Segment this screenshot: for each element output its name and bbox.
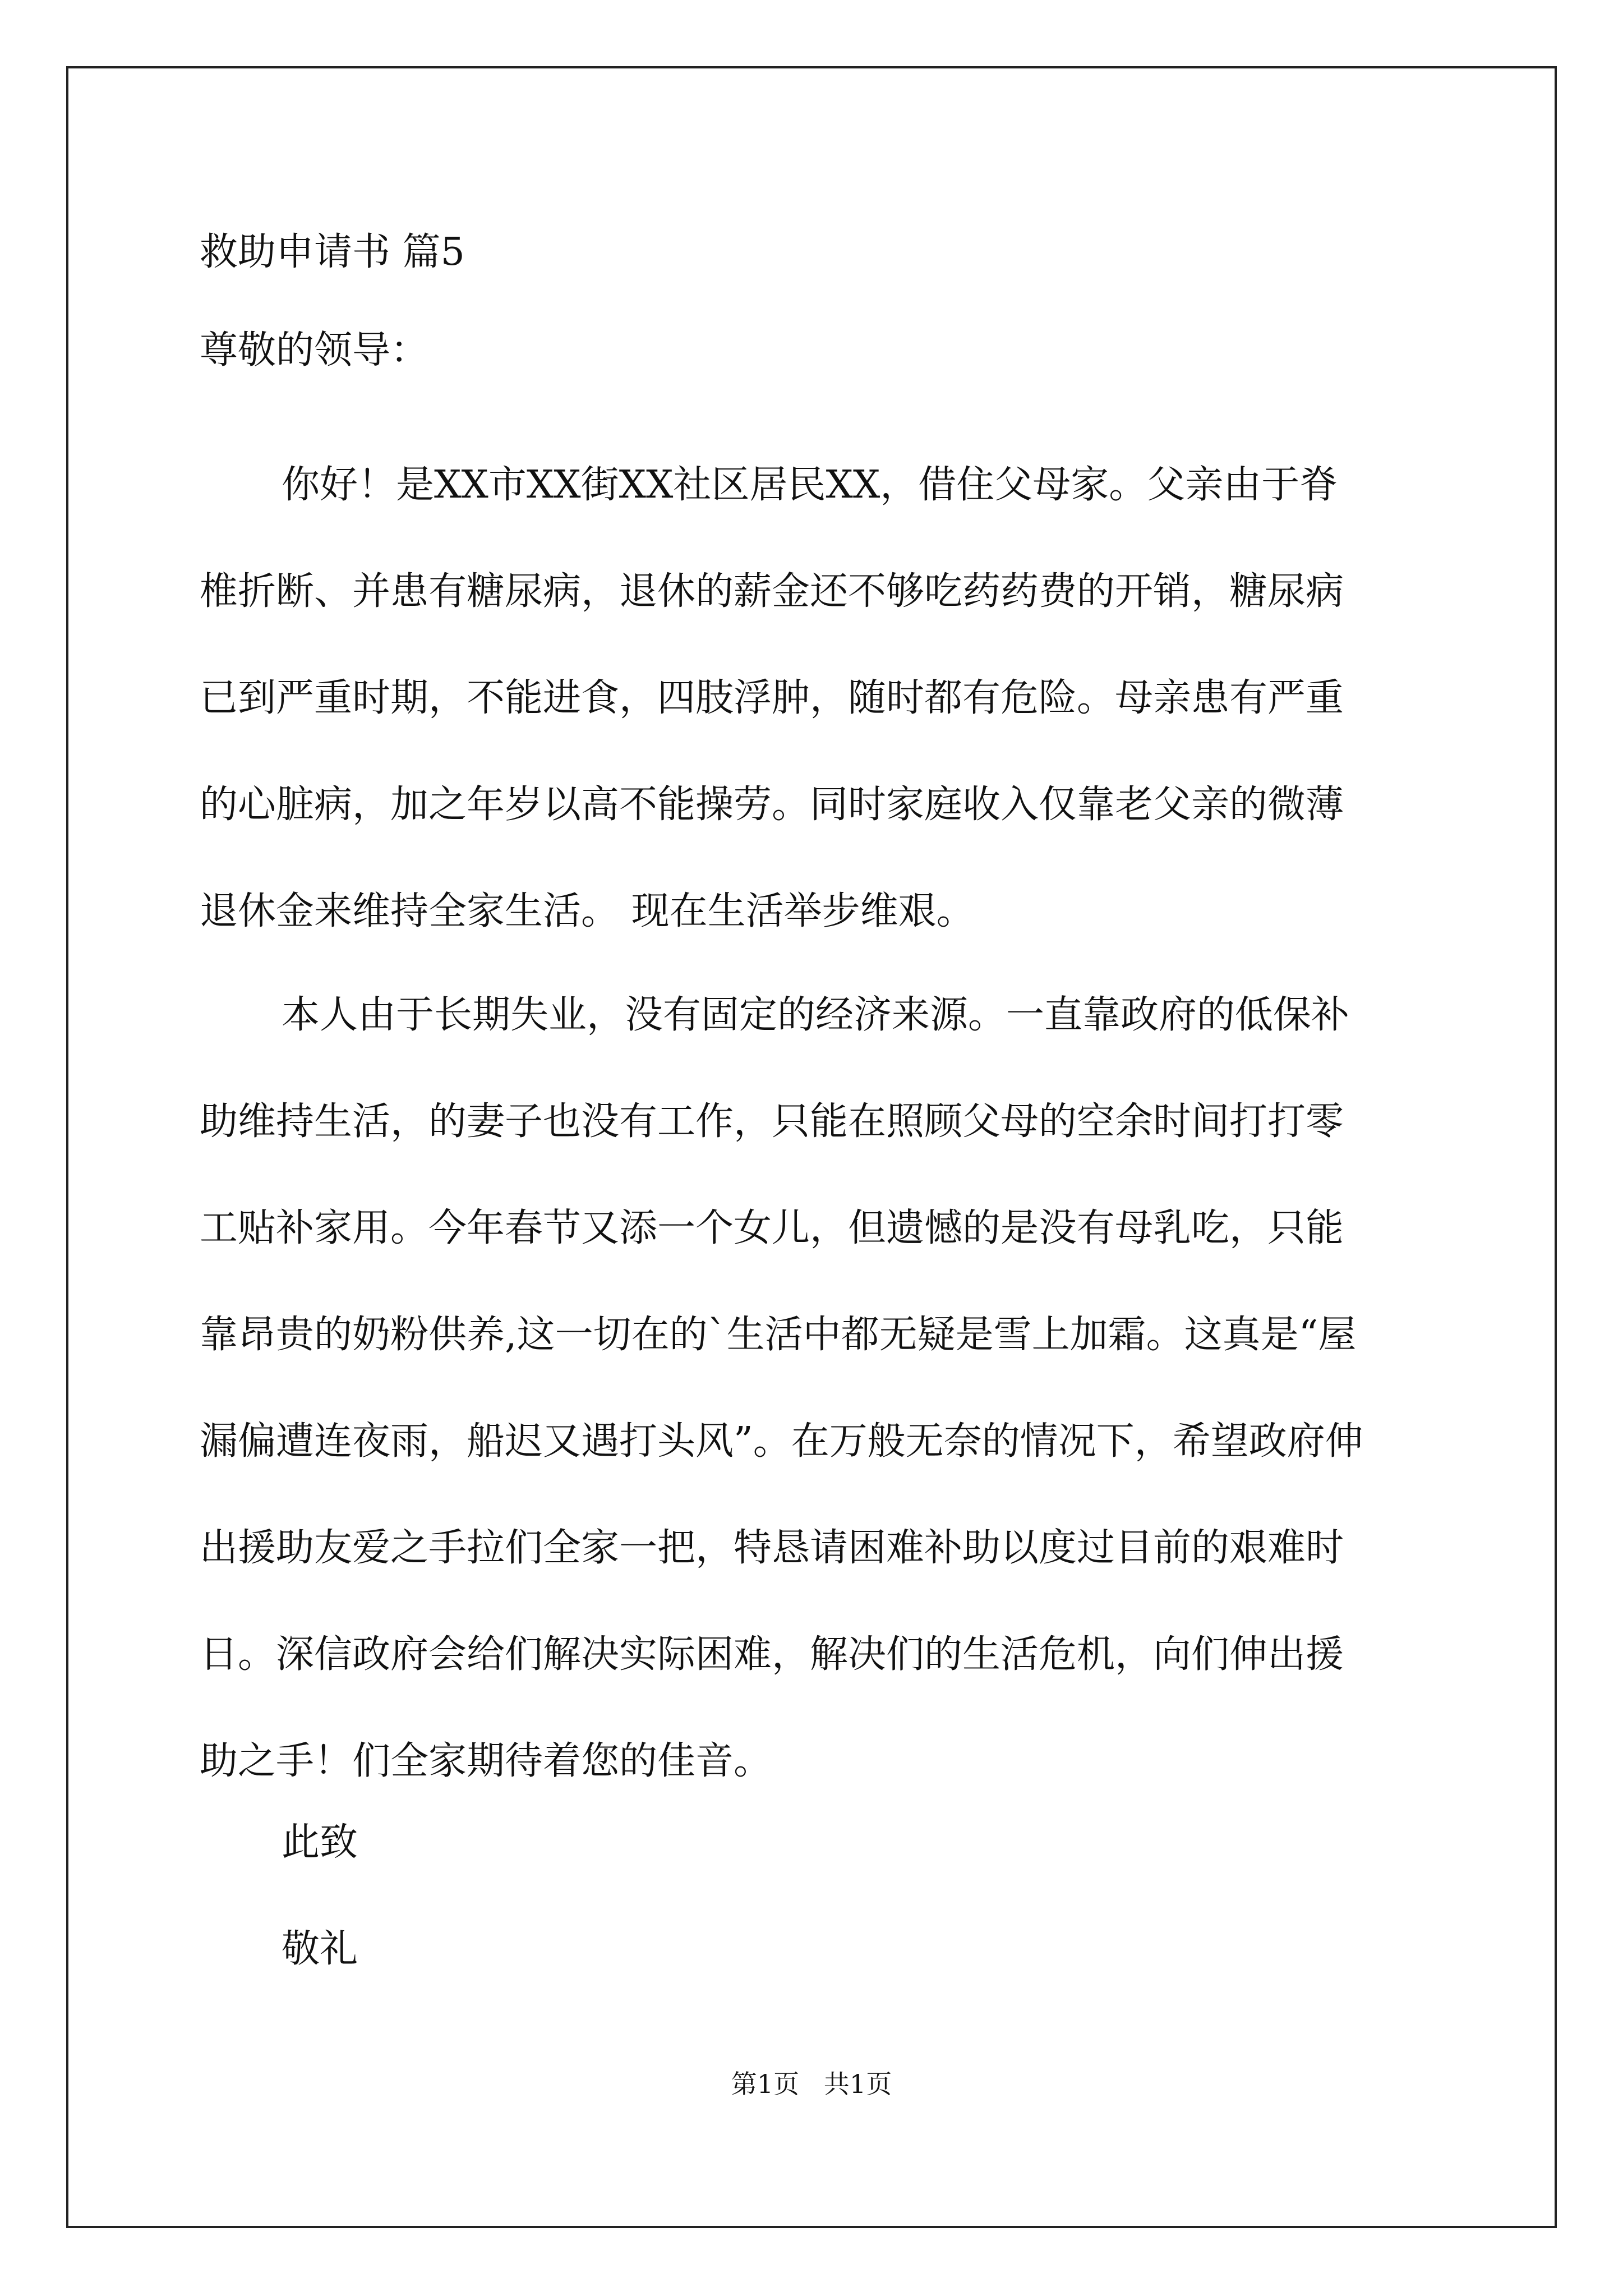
paragraph-1-line: 椎折断、并患有糖尿病，退休的薪金还不够吃药药费的开销，糖尿病 (200, 569, 1344, 614)
paragraph-2-line: 出援助友爱之手拉们全家一把，特恳请困难补助以度过目前的艰难时 (200, 1526, 1344, 1570)
closing-jingli: 敬礼 (282, 1927, 358, 1971)
paragraph-2-line: 助维持生活，的妻子也没有工作，只能在照顾父母的空余时间打打零 (200, 1099, 1344, 1144)
paragraph-1-line: 退休金来维持全家生活。 现在生活举步维艰。 (200, 889, 975, 933)
paragraph-2-line: 工贴补家用。今年春节又添一个女儿，但遗憾的是没有母乳吃，只能 (200, 1206, 1344, 1250)
paragraph-1-line: 已到严重时期，不能进食，四肢浮肿，随时都有危险。母亲患有严重 (200, 676, 1344, 720)
paragraph-1-line: 你好！是XX市XX街XX社区居民XX，借住父母家。父亲由于脊 (282, 463, 1338, 507)
paragraph-2-line: 漏偏遭连夜雨，船迟又遇打头风”。在万般无奈的情况下，希望政府伸 (200, 1419, 1363, 1464)
paragraph-2 (200, 962, 1433, 1815)
paragraph-2-line: 日。深信政府会给们解决实际困难，解决们的生活危机，向们伸出援 (200, 1632, 1344, 1677)
page-footer: 第1页 共1页 (731, 2069, 892, 2099)
closing-cizhi: 此致 (282, 1820, 358, 1865)
paragraph-1-line: 的心脏病，加之年岁以高不能操劳。同时家庭收入仅靠老父亲的微薄 (200, 783, 1344, 827)
paragraph-1 (200, 432, 1433, 965)
paragraph-2-line: 本人由于长期失业，没有固定的经济来源。一直靠政府的低保补 (282, 993, 1350, 1037)
paragraph-2-line: 靠昂贵的奶粉供养,这一切在的`生活中都无疑是雪上加霜。这真是“屋 (200, 1313, 1357, 1357)
paragraph-2-line: 助之手！们全家期待着您的佳音。 (200, 1739, 772, 1783)
document-title: 救助申请书 篇5 (200, 230, 465, 274)
salutation: 尊敬的领导： (200, 328, 429, 372)
